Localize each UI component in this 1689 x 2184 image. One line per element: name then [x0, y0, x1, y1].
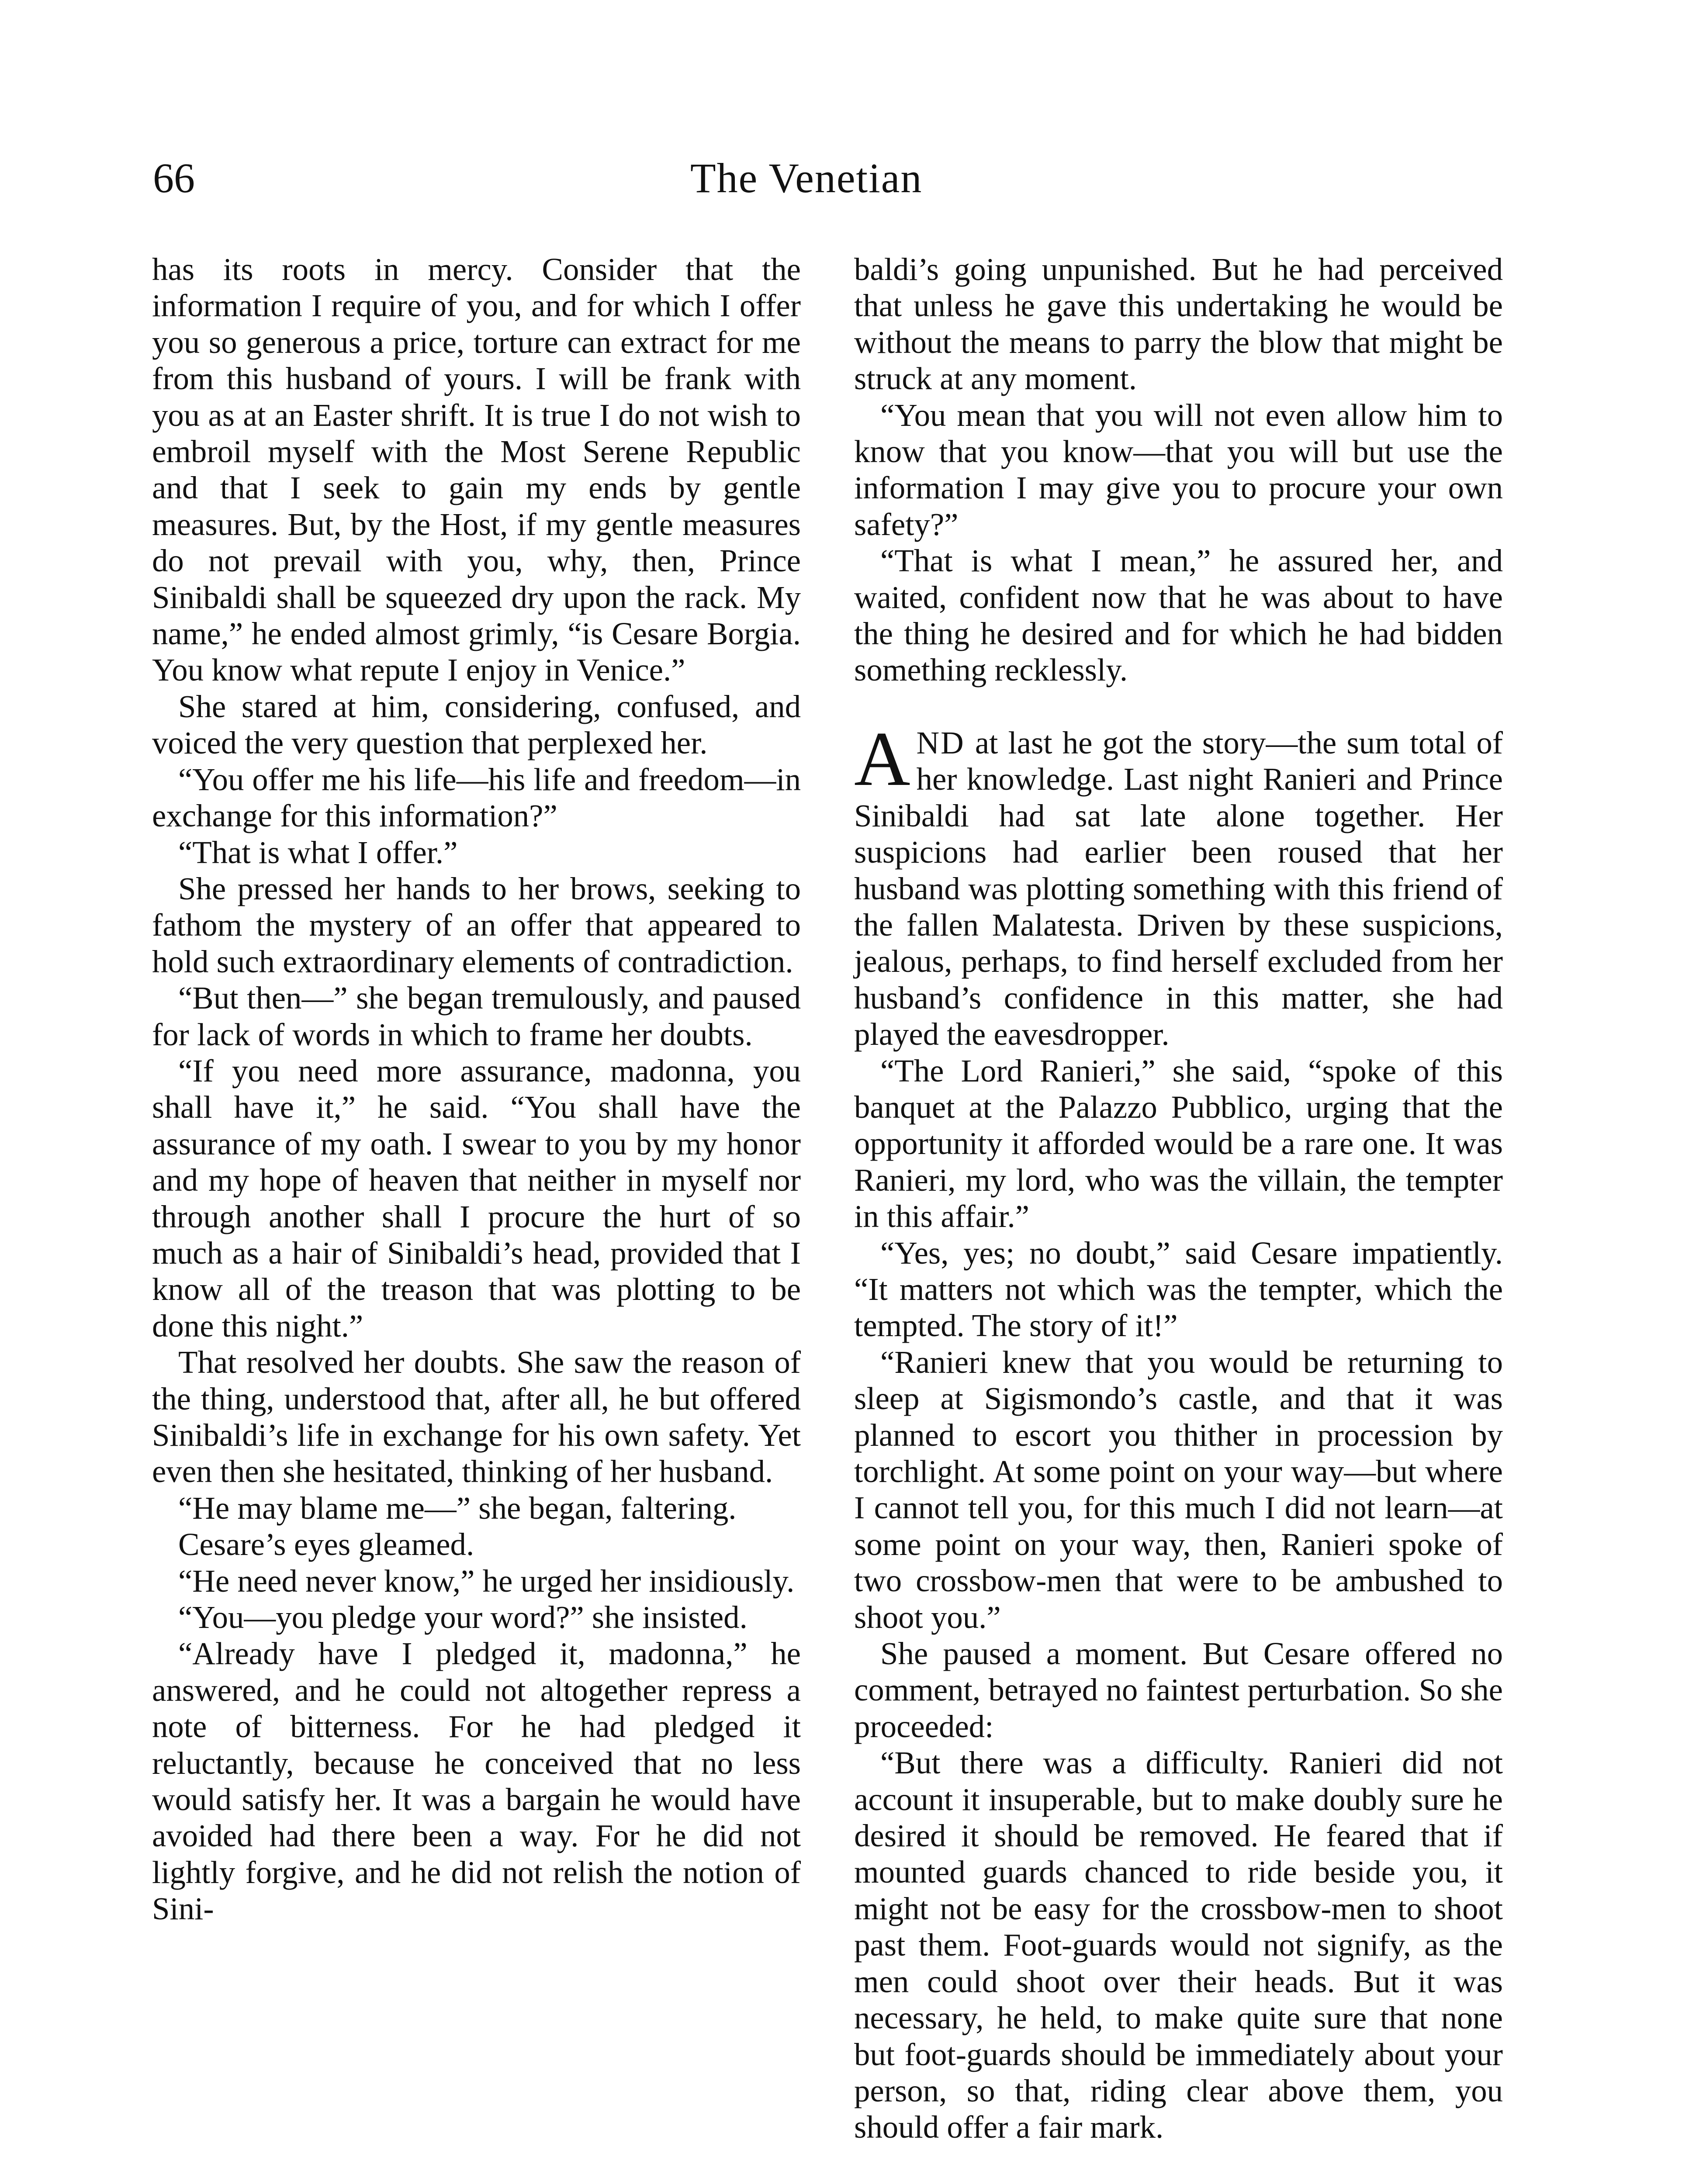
- paragraph: “You offer me his life—his life and freedom—in exchange for this information?”: [152, 761, 801, 834]
- paragraph: “But then—” she began tremulously, and paused for lack of words in which to frame her doubts.: [152, 980, 801, 1052]
- paragraph-text: at last he got the story—the sum total of her knowledge. Last night Ranieri and Prince Sinibaldi had sat late alone together. Her suspicions had earlier been roused that her husband was plotting something with this friend of the fallen Malatesta. Driven by these suspicions, jealous, perhaps, to find herself excluded from her husband’s confidence in this matter, she had played the eavesdropper.: [854, 725, 1503, 1052]
- paragraph: She stared at him, considering, confused, and voiced the very question that perplexed her.: [152, 688, 801, 761]
- left-column: [152, 251, 801, 1927]
- paragraph: She paused a moment. But Cesare offered no comment, betrayed no faintest perturbation. So she proceeded:: [854, 1636, 1503, 1744]
- paragraph: “Already have I pledged it, madonna,” he answered, and he could not altogether repress a note of bitterness. For he had pledged it reluctantly, because he conceived that no less would satisfy her. It was a bargain he would have avoided had there been a way. For he did not lightly forgive, and he did not relish the notion of Sini-: [152, 1636, 801, 1927]
- paragraph: “The Lord Ranieri,” she said, “spoke of this banquet at the Palazzo Pubblico, urging that the opportunity it afforded would be a rare one. It was Ranieri, my lord, who was the villain, the tempter in this affair.”: [854, 1053, 1503, 1234]
- paragraph: has its roots in mercy. Consider that the information I require of you, and for which I offer you so generous a price, torture can extract for me from this husband of yours. I will be frank with you as at an Easter shrift. It is true I do not wish to embroil myself with the Most Serene Republic and that I seek to gain my ends by gentle measures. But, by the Host, if my gentle measures do not prevail with you, why, then, Prince Sinibaldi shall be squeezed dry upon the rack. My name,” he ended almost grimly, “is Cesare Borgia. You know what repute I enjoy in Venice.”: [152, 252, 801, 688]
- page-number: 66: [153, 155, 195, 201]
- paragraph: She pressed her hands to her brows, seeking to fathom the mystery of an offer that appeared to hold such extraordinary elements of contradiction.: [152, 871, 801, 979]
- paragraph: “Yes, yes; no doubt,” said Cesare impatiently. “It matters not which was the tempter, which the tempted. The story of it!”: [854, 1235, 1503, 1344]
- paragraph: Cesare’s eyes gleamed.: [178, 1527, 474, 1562]
- paragraph: “You—you pledge your word?” she insisted.: [178, 1600, 748, 1635]
- paragraph: “He need never know,” he urged her insidiously.: [178, 1563, 795, 1599]
- paragraph: “That is what I offer.”: [178, 834, 458, 870]
- paragraph: baldi’s going unpunished. But he had perceived that unless he gave this undertaking he would be without the means to parry the blow that might be struck at any moment.: [854, 252, 1503, 397]
- drop-cap: A: [854, 715, 910, 802]
- right-column: [854, 251, 1503, 2146]
- paragraph: “But there was a difficulty. Ranieri did not account it insuperable, but to make doubly sure he desired it should be removed. He feared that if mounted guards chanced to ride beside you, it might not be easy for the crossbow-men to shoot past them. Foot-guards would not signify, as the men could shoot over their heads. But it was necessary, he held, to make quite sure that none but foot-guards should be immediately about your person, so that, riding clear above them, you should offer a fair mark.: [854, 1745, 1503, 2145]
- running-title: The Venetian: [690, 155, 923, 201]
- paragraph: “Ranieri knew that you would be returning to sleep at Sigismondo’s castle, and that it was planned to escort you thither in procession by torchlight. At some point on your way—but where I cannot tell you, for this much I did not learn—at some point on your way, then, Ranieri spoke of two crossbow-men that were to be ambushed to shoot you.”: [854, 1344, 1503, 1635]
- paragraph: That resolved her doubts. She saw the reason of the thing, understood that, after all, he but offered Sinibaldi’s life in exchange for his own safety. Yet even then she hesitated, thinking of her husband.: [152, 1344, 801, 1489]
- small-caps-lead: ND: [916, 725, 965, 760]
- section-opening-paragraph: [854, 715, 1503, 1053]
- paragraph: “That is what I mean,” he assured her, and waited, confident now that he was about to have the thing he desired and for which he had bidden something recklessly.: [854, 543, 1503, 688]
- paragraph: “You mean that you will not even allow him to know that you know—that you will but use the information I may give you to procure your own safety?”: [854, 397, 1503, 542]
- paragraph: “If you need more assurance, madonna, you shall have it,” he said. “You shall have the assurance of my oath. I swear to you by my honor and my hope of heaven that neither in myself nor through another shall I procure the hurt of so much as a hair of Sinibaldi’s head, provided that I know all of the treason that was plotting to be done this night.”: [152, 1053, 801, 1344]
- paragraph: “He may blame me—” she began, faltering.: [178, 1490, 737, 1526]
